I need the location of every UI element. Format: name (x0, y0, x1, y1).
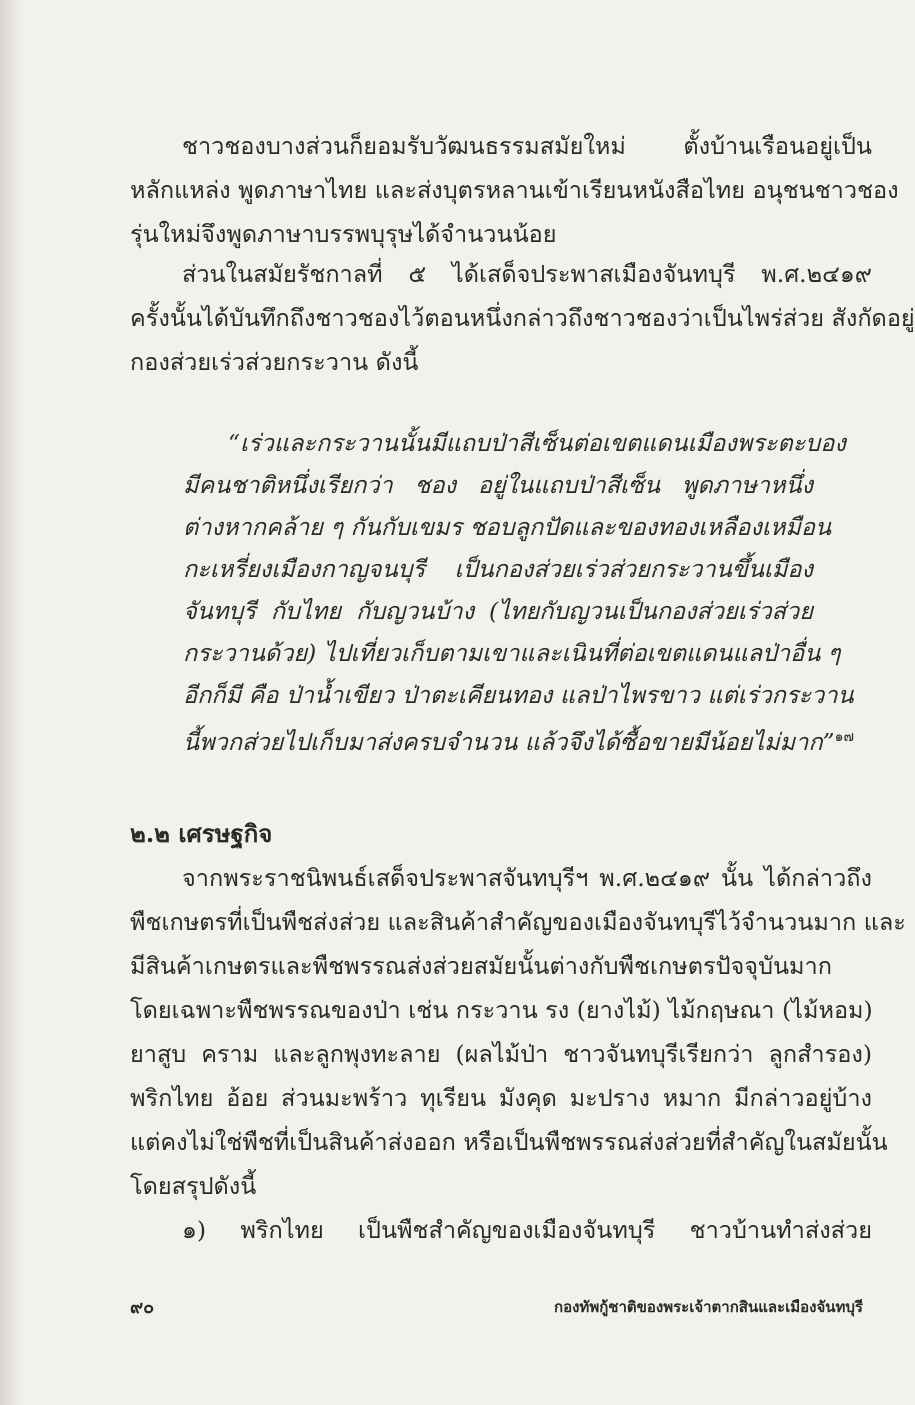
section-heading: ๒.๒ เศรษฐกิจ (130, 819, 273, 848)
paragraph-line: ครั้งนั้นได้บันทึกถึงชาวชองไว้ตอนหนึ่งกล่าวถึงชาวชองว่าเป็นไพร่ส่วย สังกัดอยู่ (130, 304, 915, 332)
paragraph-line: รุ่นใหม่จึงพูดภาษาบรรพบุรุษได้จำนวนน้อย (130, 220, 557, 248)
quote-line: อีกก็มี คือ ป่าน้ำเขียว ป่าตะเคียนทอง แลป่าไพรขาว แต่เร่วกระวาน (183, 681, 854, 709)
quote-line: จันทบุรี กับไทย กับญวนบ้าง (ไทยกับญวนเป็นกองส่วยเร่วส่วย (183, 597, 813, 625)
paragraph-line: ยาสูบ คราม และลูกพุงทะลาย (ผลไม้ป่า ชาวจันทบุรีเรียกว่า ลูกสำรอง) (130, 1040, 872, 1068)
paragraph-line: จากพระราชนิพนธ์เสด็จประพาสจันทบุรีฯ พ.ศ.๒๔๑๙ นั้น ได้กล่าวถึง (182, 864, 872, 892)
quote-line: กระวานด้วย) ไปเที่ยวเก็บตามเขาและเนินที่ต่อเขตแดนแลป่าอื่น ๆ (183, 639, 841, 667)
paragraph-line: โดยเฉพาะพืชพรรณของป่า เช่น กระวาน รง (ยางไม้) ไม้กฤษณา (ไม้หอม) (130, 996, 873, 1024)
quote-line: ต่างหากคล้าย ๆ กันกับเขมร ชอบลูกปัดและของทองเหลืองเหมือน (183, 513, 832, 541)
paragraph-line: โดยสรุปดังนี้ (130, 1172, 257, 1200)
paragraph-line: พืชเกษตรที่เป็นพืชส่งส่วย และสินค้าสำคัญของเมืองจันทบุรีไว้จำนวนมาก และ (130, 908, 906, 936)
running-footer-title: กองทัพกู้ชาติของพระเจ้าตากสินและเมืองจันทบุรี (554, 1298, 863, 1316)
page-number: ๙๐ (130, 1297, 155, 1318)
paragraph-line: กองส่วยเร่วส่วยกระวาน ดังนี้ (130, 348, 419, 376)
paragraph-line: แต่คงไม่ใช่พืชที่เป็นสินค้าส่งออก หรือเป็นพืชพรรณส่งส่วยที่สำคัญในสมัยนั้น (130, 1128, 888, 1156)
paragraph-4 (130, 1208, 872, 1252)
paragraph-3 (130, 856, 906, 1208)
quote-line: “เร่วและกระวานนั้นมีแถบป่าสีเซ็นต่อเขตแดนเมืองพระตะบอง (228, 429, 846, 457)
quote-line: กะเหรี่ยงเมืองกาญจนบุรี เป็นกองส่วยเร่วส่วยกระวานขึ้นเมือง (183, 555, 813, 583)
page-gutter-shadow (0, 0, 22, 1405)
footnote-marker: ๑๗ (834, 729, 854, 745)
paragraph-1 (130, 124, 899, 256)
paragraph-line: ชาวชองบางส่วนก็ยอมรับวัฒนธรรมสมัยใหม่ ตั้งบ้านเรือนอยู่เป็น (182, 132, 872, 160)
block-quote (183, 422, 854, 763)
paragraph-line: ๑) พริกไทย เป็นพืชสำคัญของเมืองจันทบุรี ชาวบ้านทำส่งส่วย (182, 1216, 872, 1244)
paragraph-line: มีสินค้าเกษตรและพืชพรรณส่งส่วยสมัยนั้นต่างกับพืชเกษตรปัจจุบันมาก (130, 952, 832, 980)
quote-last-text: นี้พวกส่วยไปเก็บมาส่งครบจำนวน แล้วจึงได้ซื้อขายมีน้อยไม่มาก” (183, 727, 835, 756)
paragraph-2 (130, 252, 915, 384)
paragraph-line: หลักแหล่ง พูดภาษาไทย และส่งบุตรหลานเข้าเรียนหนังสือไทย อนุชนชาวชอง (130, 176, 899, 204)
paragraph-line: ส่วนในสมัยรัชกาลที่ ๕ ได้เสด็จประพาสเมืองจันทบุรี พ.ศ.๒๔๑๙ (182, 260, 872, 288)
paragraph-line: พริกไทย อ้อย ส่วนมะพร้าว ทุเรียน มังคุด มะปราง หมาก มีกล่าวอยู่บ้าง (130, 1084, 872, 1112)
quote-line (183, 716, 854, 763)
quote-line: มีคนชาติหนึ่งเรียกว่า ชอง อยู่ในแถบป่าสีเซ็น พูดภาษาหนึ่ง (183, 471, 813, 499)
